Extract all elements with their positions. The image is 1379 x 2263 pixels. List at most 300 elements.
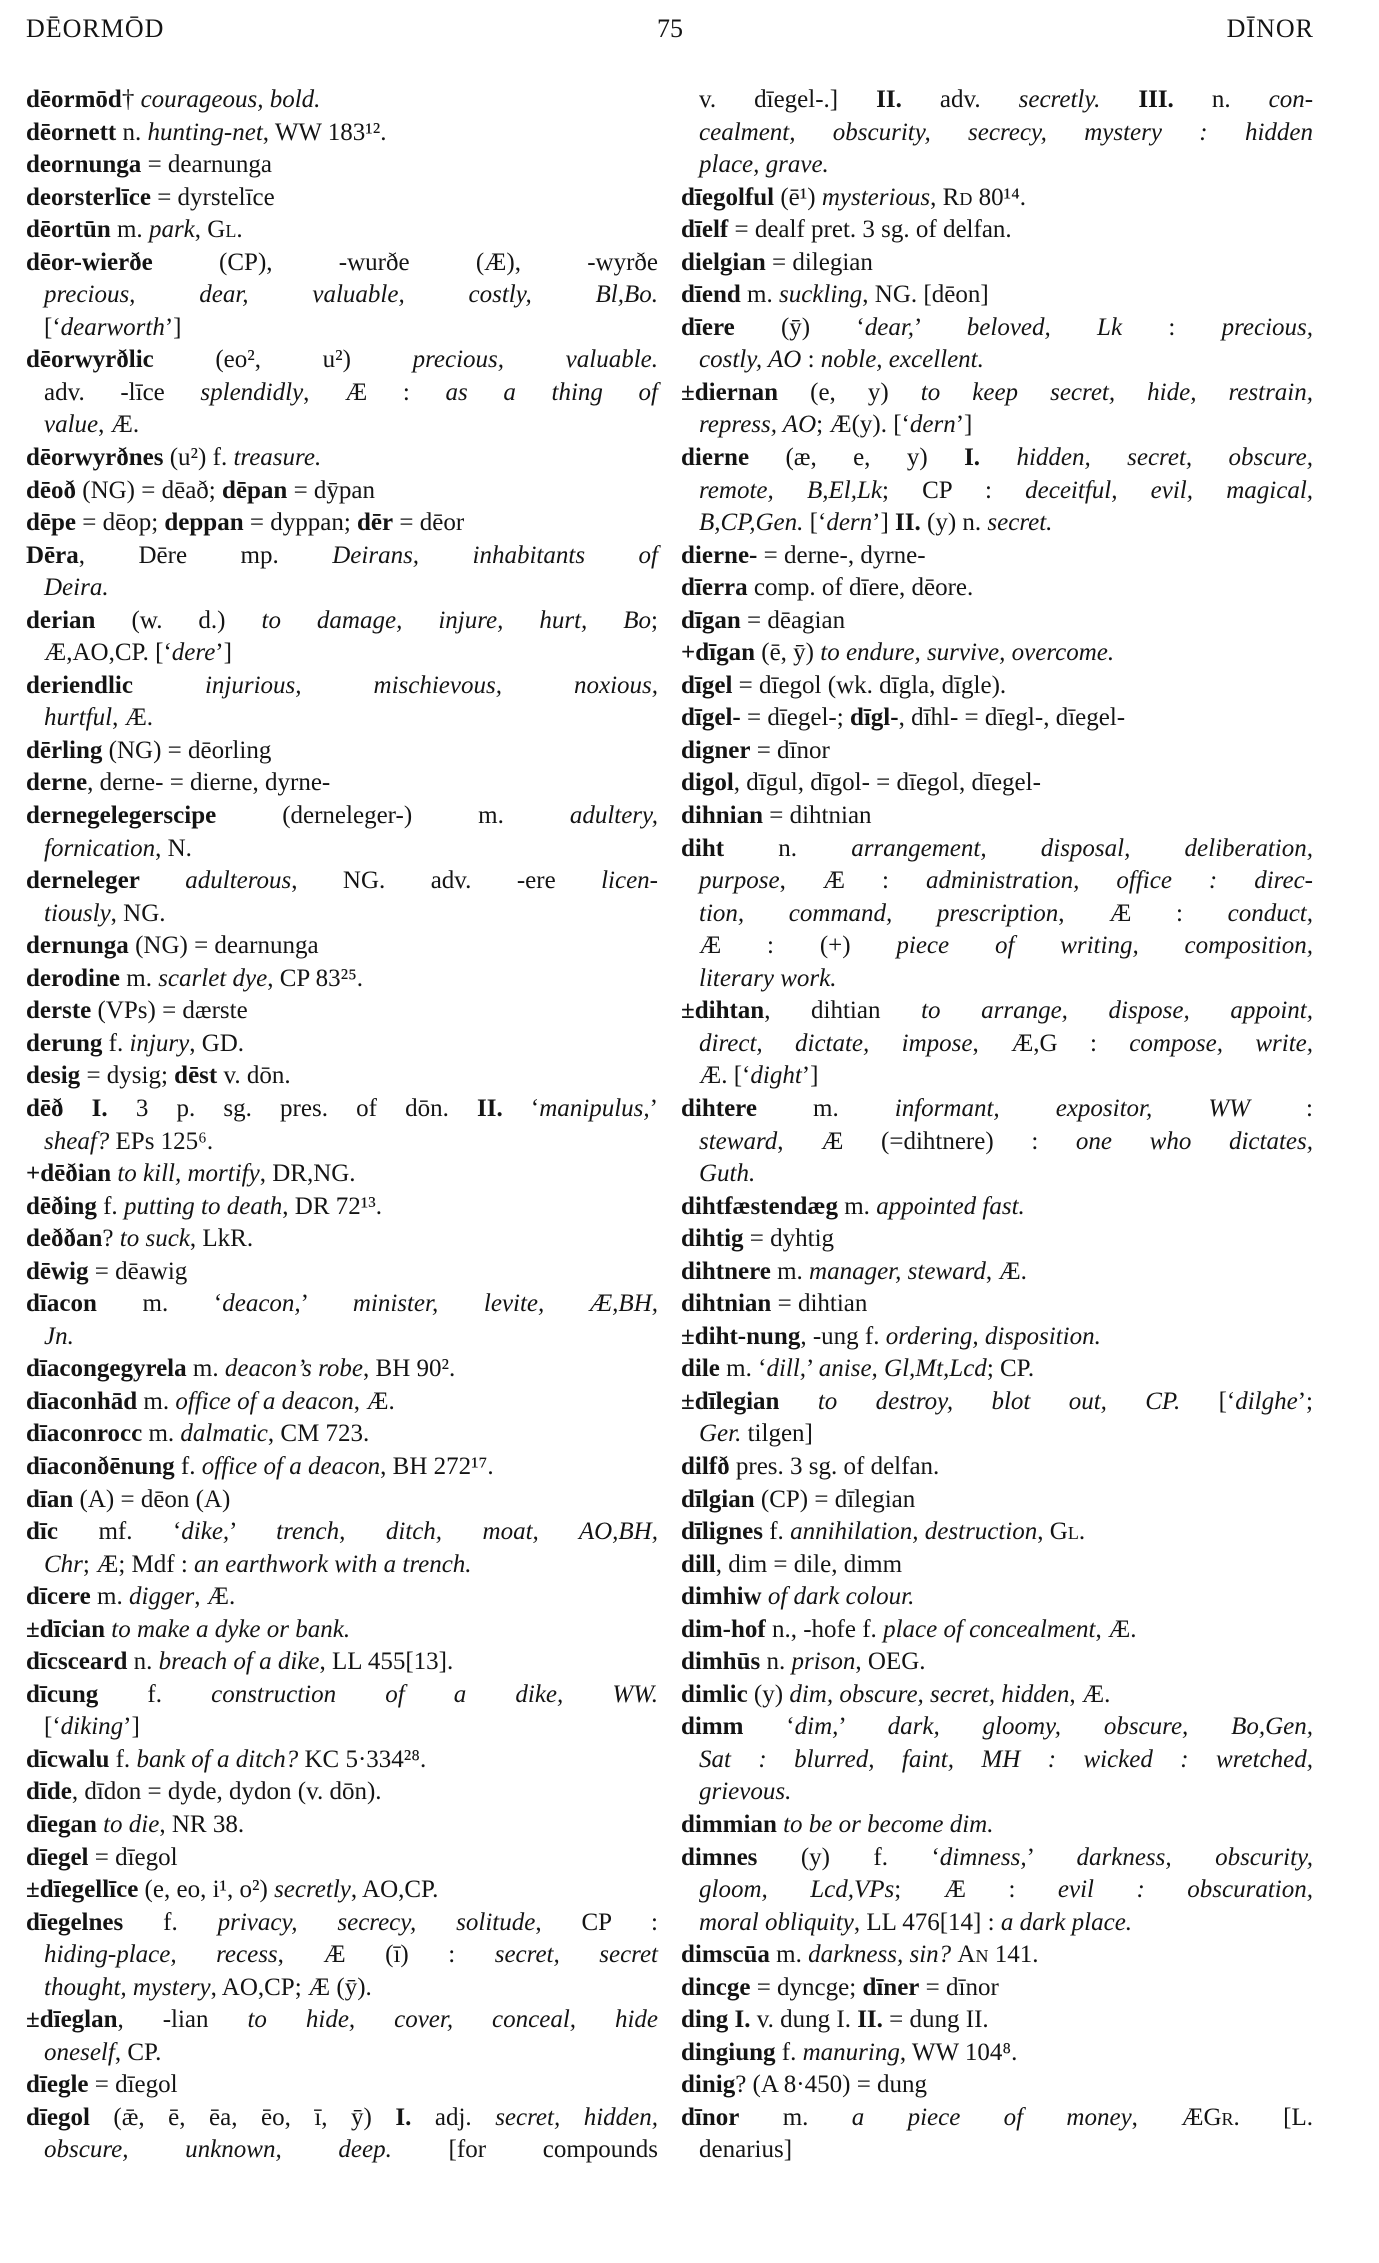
dictionary-entry (26, 1223, 658, 1256)
text: = dīnor (919, 1973, 999, 2001)
italic-text: manipulus, (539, 1094, 650, 1122)
text: m. (740, 281, 779, 309)
headword: dihtfæstendæg (681, 1192, 838, 1220)
text: (ȳ) ‘ (734, 313, 865, 341)
small-caps-abbrev: Gl. (1049, 1518, 1086, 1546)
headword: dēornett (26, 118, 117, 146)
italic-text: dark, gloomy, obscure, Bo,Gen, (887, 1713, 1314, 1741)
text: m. (110, 216, 149, 244)
entry-line (26, 1256, 658, 1289)
italic-text: dim, obscure, secret, hidden (789, 1680, 1070, 1708)
text: m. (769, 1941, 809, 1969)
italic-text: thought, mystery (44, 1973, 211, 2001)
text: , N. (155, 834, 192, 862)
text: (ē¹) (774, 183, 822, 211)
italic-text: literary work. (699, 964, 837, 992)
italic-text: trench, ditch, moat, AO,BH, (276, 1518, 658, 1546)
entry-line (681, 865, 1313, 898)
text: adj. (411, 2103, 496, 2131)
text: = dihtian (771, 1290, 868, 1318)
italic-text: secretly (274, 1876, 351, 1904)
text: = dīegol (88, 1843, 178, 1871)
headword: dim-hof (681, 1615, 766, 1643)
headword: dīaconrocc (26, 1420, 143, 1448)
italic-text: precious, (1221, 313, 1313, 341)
text: , -lian (117, 2006, 248, 2034)
headword: dēortūn (26, 216, 111, 244)
text: , AO,CP; Æ (ȳ). (210, 1973, 372, 2001)
entry-line (681, 898, 1313, 931)
entry-line (681, 1939, 1313, 1972)
dictionary-entry (681, 1581, 1313, 1614)
entry-line (681, 1711, 1313, 1744)
dictionary-entry (26, 1679, 658, 1744)
headword: dīegan (26, 1810, 97, 1838)
text: = dearnunga (141, 151, 273, 179)
text: n. (127, 1648, 159, 1676)
dictionary-entry (681, 2004, 1313, 2037)
text: (NG) = dēorling (102, 736, 272, 764)
text: [‘ (803, 509, 827, 537)
entry-line (26, 1158, 658, 1191)
dictionary-entry (681, 1809, 1313, 1842)
entry-line (26, 800, 658, 833)
header-last-word: DĪNOR (1226, 14, 1314, 43)
dictionary-entry (26, 540, 658, 605)
headword: desig (26, 1062, 81, 1090)
text: , CP 83²⁵. (267, 964, 364, 992)
italic-text: deacon’s robe (224, 1355, 364, 1383)
dictionary-entry (681, 247, 1313, 280)
italic-text: tiously (44, 899, 111, 927)
entry-line (26, 1126, 658, 1159)
text: ’] (123, 1713, 140, 1741)
dictionary-entry (26, 1028, 658, 1061)
text: = dēagian (740, 606, 846, 634)
italic-text: Deirans, inhabitants of (332, 541, 658, 569)
text: (ǣ, ē, ēa, ēo, ī, ȳ) (89, 2103, 396, 2131)
text: mf. ‘ (57, 1518, 182, 1546)
text: ‘ (743, 1713, 795, 1741)
text: = dihtnian (763, 802, 872, 830)
entry-line (681, 930, 1313, 963)
dictionary-entry (26, 767, 658, 800)
dictionary-entry (26, 1451, 658, 1484)
headword: II. (876, 86, 902, 113)
italic-text: office of a deacon (201, 1452, 381, 1480)
headword: dīend (681, 281, 741, 309)
entry-line (681, 800, 1313, 833)
italic-text: place of concealment (883, 1615, 1096, 1643)
italic-text: grievous. (699, 1778, 792, 1806)
italic-text: dight (750, 1062, 802, 1090)
text: [‘ (44, 313, 61, 341)
entry-line (26, 1223, 658, 1256)
dictionary-entry (26, 1581, 658, 1614)
headword: dinig (681, 2071, 736, 2099)
text: , LL 455[13]. (319, 1648, 454, 1676)
entry-line (26, 1516, 658, 1549)
text: (eo², u²) (153, 346, 413, 374)
entry-line (26, 898, 658, 931)
dictionary-entry (26, 2004, 658, 2069)
headword: dēpan (222, 476, 288, 504)
headword: dīacongegyrela (26, 1355, 187, 1383)
entry-line (26, 1191, 658, 1224)
entry-line (26, 1874, 658, 1907)
text: v. dōn. (217, 1062, 291, 1090)
italic-text: to hide, cover, conceal, hide (247, 2006, 658, 2034)
text: , NR 38. (159, 1810, 245, 1838)
text: Æ. [‘ (699, 1062, 751, 1090)
entry-line (681, 605, 1313, 638)
italic-text: mysterious (821, 183, 931, 211)
entry-line (26, 1842, 658, 1875)
text: ; Æ : (894, 1876, 1058, 1904)
headword: I. (728, 2006, 751, 2034)
text: , Æ : (1058, 899, 1228, 927)
text: , Æ. (194, 1583, 236, 1611)
text: = dēor (393, 509, 465, 537)
entry-line (26, 149, 658, 182)
entry-line (681, 1451, 1313, 1484)
italic-text: moral obliquity (699, 1908, 854, 1936)
italic-text: an earthwork with a trench. (194, 1550, 472, 1578)
entry-line (26, 117, 658, 150)
dictionary-entry (681, 2037, 1313, 2070)
dictionary-entry (26, 442, 658, 475)
headword: deriendlic (26, 671, 133, 699)
text: = dealf pret. 3 sg. of delfan. (728, 216, 1012, 244)
text: , Æ : (779, 867, 926, 895)
text: f. (98, 1680, 212, 1708)
headword: dēorwyrðlic (26, 346, 154, 374)
italic-text: Deira. (44, 574, 109, 602)
headword: dīc (26, 1518, 58, 1546)
text: (NG) = dearnunga (128, 932, 319, 960)
italic-text: of dark colour. (767, 1583, 915, 1611)
dictionary-entry (681, 735, 1313, 768)
entry-line (681, 1646, 1313, 1679)
entry-line (681, 1614, 1313, 1647)
text: ’] (164, 313, 182, 341)
text: ’ (806, 1355, 819, 1383)
italic-text: precious, valuable. (412, 346, 658, 374)
text: = dyncge; (750, 1973, 863, 2001)
italic-text: prison (791, 1648, 856, 1676)
headword: ±dīcian (26, 1615, 106, 1643)
entry-line (681, 767, 1313, 800)
dictionary-entry (681, 1549, 1313, 1582)
italic-text: dearworth (60, 313, 165, 341)
dictionary-entry (681, 1711, 1313, 1809)
entry-line (681, 149, 1313, 182)
italic-text: manuring (802, 2038, 900, 2066)
italic-text: secret. (987, 509, 1053, 537)
headword: dīegel (26, 1843, 89, 1871)
text: , -ung f. (800, 1322, 886, 1350)
dictionary-entry (26, 930, 658, 963)
italic-text: injury (129, 1029, 190, 1057)
text: pres. 3 sg. of delfan. (729, 1452, 940, 1480)
italic-text: piece of writing, composition, (896, 932, 1313, 960)
text: , Dēre mp. (78, 541, 333, 569)
dictionary-entry (26, 247, 658, 345)
dictionary-entry (26, 735, 658, 768)
italic-text: to make a dyke or bank. (111, 1615, 351, 1643)
italic-text: diking (60, 1713, 124, 1741)
italic-text: office of a deacon (175, 1387, 354, 1415)
entry-line (681, 540, 1313, 573)
text: m. (739, 2103, 852, 2131)
text: ’; (1297, 1387, 1314, 1415)
dictionary-entry (681, 1614, 1313, 1647)
headword: dīcwalu (26, 1745, 110, 1773)
entry-line (26, 1353, 658, 1386)
dictionary-entry (681, 540, 1313, 573)
dictionary-entry (26, 1158, 658, 1191)
text: ’] (801, 1062, 819, 1090)
entry-line (26, 312, 658, 345)
dictionary-entry (681, 1288, 1313, 1321)
headword: derian (26, 606, 96, 634)
entry-line (26, 2004, 658, 2037)
dictionary-entry (26, 1907, 658, 2005)
text: ’] (215, 639, 232, 667)
entry-line (26, 1646, 658, 1679)
entry-line (681, 1093, 1313, 1126)
text: , Æ. (1069, 1680, 1111, 1708)
text: ? (102, 1225, 120, 1253)
italic-text: manager, steward (809, 1257, 986, 1285)
text: EPs 125⁶. (109, 1127, 214, 1155)
entry-line (26, 1776, 658, 1809)
running-header (26, 12, 1314, 46)
headword: diht (681, 834, 725, 862)
dictionary-entry (26, 214, 658, 247)
text: = dīegel-; (740, 704, 850, 732)
text: = dilegian (765, 248, 873, 276)
headword: dēst (174, 1062, 218, 1090)
headword: dimm (681, 1713, 744, 1741)
entry-line (26, 930, 658, 963)
headword: dīerra (681, 574, 748, 602)
headword: dēpe (26, 509, 76, 537)
entry-line (681, 2134, 1313, 2167)
italic-text: adulterous (185, 867, 292, 895)
headword: dīgel (681, 671, 733, 699)
text: , NG. adv. -ere (291, 867, 602, 895)
text: = dyppan; (243, 509, 358, 537)
italic-text: secret, hidden, (495, 2103, 659, 2131)
text: (VPs) = dærste (91, 997, 248, 1025)
entry-line (681, 572, 1313, 605)
headword: dimscūa (681, 1941, 770, 1969)
dictionary-entry (681, 702, 1313, 735)
dictionary-entry (681, 637, 1313, 670)
italic-text: place, grave. (699, 151, 829, 179)
text: , LL 476[14] : (853, 1908, 1001, 1936)
text: adv. -līce (44, 378, 201, 406)
headword: dihnian (681, 802, 764, 830)
italic-text: to keep secret, hide, restrain, (920, 378, 1314, 406)
dictionary-entry (681, 1386, 1313, 1451)
italic-text: Ger. (699, 1420, 742, 1448)
entry-line (681, 344, 1313, 377)
headword: +dēðian (26, 1160, 112, 1188)
small-caps-abbrev: Gl. (207, 216, 243, 244)
italic-text: remote, B,El,Lk (699, 476, 882, 504)
text: ; CP. (986, 1355, 1035, 1383)
text: m. (837, 1192, 877, 1220)
entry-line (26, 1386, 658, 1419)
text: , WW 183¹². (262, 118, 387, 146)
headword: deorsterlīce (26, 183, 151, 211)
entry-line (26, 963, 658, 996)
headword: dernunga (26, 932, 129, 960)
text: 3 p. sg. pres. of dōn. (107, 1094, 478, 1122)
italic-text: Guth. (699, 1160, 756, 1188)
italic-text: as a thing of (445, 378, 658, 406)
text: , dīgul, dīgol- = dīegol, dīegel- (733, 769, 1041, 797)
entry-line (681, 409, 1313, 442)
text: , LkR. (189, 1225, 254, 1253)
dictionary-entry (26, 963, 658, 996)
text: , dihtian (764, 997, 922, 1025)
italic-text: con- (1268, 86, 1314, 113)
text: , (930, 183, 943, 211)
text (140, 867, 185, 894)
italic-text: darkness, sin? (808, 1941, 952, 1969)
headword: III. (1138, 86, 1174, 113)
text: ’ (838, 1713, 888, 1741)
small-caps-abbrev: Gr. (1203, 2103, 1240, 2131)
text: [for compounds (391, 2136, 658, 2164)
text: (CP), -wurðe (Æ), -wyrðe (152, 248, 658, 276)
italic-text: direct, dictate, impose (699, 1029, 973, 1057)
entry-line (26, 670, 658, 703)
entry-line (681, 1353, 1313, 1386)
headword: dīde (26, 1778, 72, 1806)
italic-text: digger (129, 1583, 195, 1611)
headword: ±diernan (681, 378, 779, 406)
italic-text: to damage, injure, hurt, Bo (261, 606, 652, 634)
text: , Æ. (112, 704, 154, 732)
text: = dyhtig (743, 1225, 835, 1253)
headword: dīere (681, 313, 735, 341)
italic-text: privacy, secrecy, solitude (217, 1908, 536, 1936)
italic-text: treasure. (233, 444, 322, 472)
entry-line (26, 1418, 658, 1451)
headword: I. (964, 444, 981, 472)
text: ’ (229, 1518, 277, 1546)
italic-text: a dark place. (1000, 1908, 1133, 1936)
italic-text: administration, office : direc- (925, 867, 1313, 895)
dictionary-entry (681, 1256, 1313, 1289)
entry-line (681, 1288, 1313, 1321)
entry-line (26, 1093, 658, 1126)
text: ; (651, 606, 658, 634)
italic-text: cealment, obscurity, secrecy, mystery : hidden (699, 118, 1313, 146)
dictionary-entry (681, 1516, 1313, 1549)
dictionary-entry (26, 1256, 658, 1289)
text: v. dīegel-.] (699, 86, 877, 113)
text: , Æ (ī) : (277, 1941, 495, 1969)
headword: dēor-wierðe (26, 248, 153, 276)
text: , DR 72¹³. (282, 1192, 382, 1220)
text: , Æ. (985, 1257, 1027, 1285)
entry-line (26, 605, 658, 638)
italic-text: dike, (181, 1518, 230, 1546)
text: , (1037, 1518, 1050, 1546)
italic-text: hiding-place, recess (44, 1941, 278, 1969)
text: (y) f. ‘ (757, 1843, 940, 1871)
italic-text: licen- (601, 867, 658, 895)
text: n. (1173, 86, 1269, 113)
italic-text: dilghe (1235, 1387, 1298, 1415)
entry-line (26, 2037, 658, 2070)
text: (w. d.) (95, 606, 262, 634)
headword: derne (26, 769, 88, 797)
entry-line (681, 2102, 1313, 2135)
entry-line (26, 1321, 658, 1354)
entry-line (681, 1060, 1313, 1093)
text: v. dung I. (750, 2006, 858, 2034)
text: , DR,NG. (259, 1160, 356, 1188)
text: = dīnor (750, 736, 830, 764)
italic-text: breach of a dike (158, 1648, 320, 1676)
italic-text: dear, (864, 313, 915, 341)
text: , Æ,G : (972, 1029, 1130, 1057)
headword: dill (681, 1550, 716, 1578)
italic-text: noble, excellent. (820, 346, 984, 374)
text: , CP. (114, 2038, 162, 2066)
headword: deornunga (26, 151, 142, 179)
headword: dīelf (681, 216, 729, 244)
italic-text: dalmatic (180, 1420, 268, 1448)
entry-line (26, 279, 658, 312)
entry-line (681, 2037, 1313, 2070)
entry-line (26, 1060, 658, 1093)
italic-text: precious, dear, valuable, costly, Bl,Bo. (44, 281, 658, 309)
text: m. ‘ (96, 1290, 223, 1318)
italic-text: ordering, disposition. (885, 1322, 1101, 1350)
italic-text: a piece of money (851, 2103, 1132, 2131)
entry-line (681, 377, 1313, 410)
dictionary-entry (681, 833, 1313, 996)
dictionary-entry (26, 84, 658, 117)
italic-text: value (44, 411, 99, 439)
entry-line (681, 1776, 1313, 1809)
dictionary-entry (681, 1191, 1313, 1224)
entry-line (681, 442, 1313, 475)
text: , NG. (110, 899, 166, 927)
text: f. (174, 1452, 202, 1480)
italic-text: annihilation, destruction (790, 1518, 1038, 1546)
text: (ē, ȳ) (755, 639, 821, 667)
text: n., -hofe f. (765, 1615, 884, 1643)
italic-text: hurtful (44, 704, 113, 732)
text: , (194, 216, 208, 244)
entry-line (681, 214, 1313, 247)
text: ’] (955, 411, 973, 439)
italic-text: to suck (119, 1225, 190, 1253)
entry-line (26, 1744, 658, 1777)
entry-line (681, 995, 1313, 1028)
text: (æ, e, y) (749, 444, 965, 472)
entry-line (26, 995, 658, 1028)
dictionary-entry (681, 2069, 1313, 2102)
